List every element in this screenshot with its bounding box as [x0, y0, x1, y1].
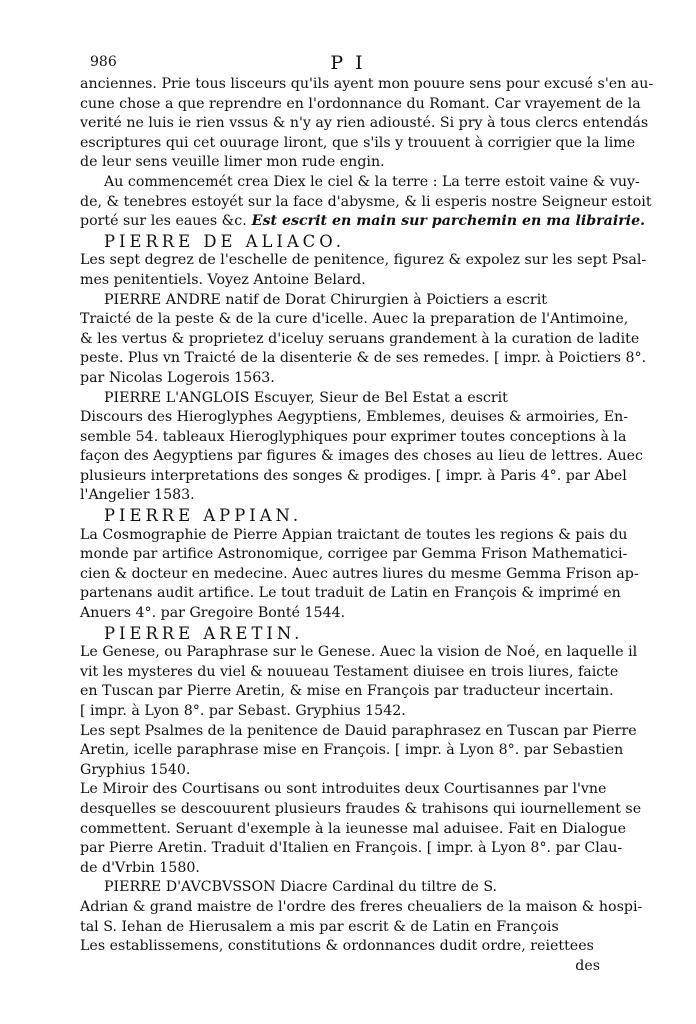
text-line: [80, 545, 628, 565]
text-line: [80, 702, 600, 722]
page-header: [90, 54, 606, 76]
text-body: [80, 75, 654, 976]
line-text: de, & tenebres estoyét sur la face d'abysme, & li esperis nostre Seigneur estoit: [80, 193, 652, 210]
text-line: [80, 467, 627, 487]
author-heading: [80, 232, 600, 252]
page-number: 986: [90, 54, 117, 70]
line-text: semble 54. tableaux Hieroglyphiques pour exprimer toutes conceptions à la: [80, 428, 627, 445]
text-line: [80, 271, 600, 291]
line-text: PIERRE ANDRE natif de Dorat Chirurgien à Poictiers a escrit: [104, 291, 547, 308]
text-line: [80, 447, 643, 467]
text-line: [80, 173, 640, 193]
line-text: monde par artifice Astronomique, corrigee par Gemma Frison Mathematici-: [80, 546, 628, 563]
line-text: commettent. Seruant d'exemple à la ieunesse mal aduisee. Fait en Dialogue: [80, 820, 627, 837]
text-line: [80, 918, 600, 938]
line-text: & les vertus & proprietez d'iceluy seruans grandement à la curation de ladite: [80, 330, 640, 347]
author-heading: [80, 506, 600, 526]
line-text: Le Miroir des Courtisans ou sont introduites deux Courtisannes par l'vne: [80, 781, 607, 798]
line-text: PIERRE APPIAN.: [104, 506, 303, 526]
text-line: [80, 722, 637, 742]
line-text: l'Angelier 1583.: [80, 487, 195, 504]
line-text: de d'Vrbin 1580.: [80, 859, 200, 876]
line-text: anciennes. Prie tous lisceurs qu'ils ayent mon pouure sens pour excusé s'en au-: [80, 76, 654, 92]
line-text: vit les mysteres du viel & nouueau Testament diuisee en trois liures, faicte: [80, 663, 619, 680]
text-line: [80, 584, 621, 604]
marginal-note: Est escrit en main sur parchemin en ma librairie.: [246, 213, 646, 230]
line-text: cien & docteur en medecine. Auec autres liures du mesme Gemma Frison ap-: [80, 565, 639, 582]
text-line: [80, 369, 600, 389]
line-text: Les sept degrez de l'eschelle de penitence, figurez & expolez sur les sept Psal-: [80, 252, 647, 269]
text-line: [80, 212, 646, 232]
line-text: Aretin, icelle paraphrase mise en François. [ impr. à Lyon 8°. par Sebastien: [80, 742, 624, 759]
line-text: Adrian & grand maistre de l'ordre des freres cheualiers de la maison & hospi-: [80, 898, 643, 915]
line-text: Les establissemens, constitutions & ordonnances dudit ordre, reiettees: [80, 938, 594, 955]
line-text: verité ne luis ie rien vssus & n'y ay rien adiousté. Si pry à tous clercs entendás: [80, 115, 649, 132]
line-text: façon des Aegyptiens par figures & images des choses au lieu de lettres. Auec: [80, 448, 643, 465]
text-line: [80, 937, 600, 957]
author-heading: [80, 624, 600, 644]
line-text: PIERRE DE ALIACO.: [104, 231, 345, 251]
line-text: en Tuscan par Pierre Aretin, & mise en François par traducteur incertain.: [80, 683, 614, 700]
text-line: [80, 604, 600, 624]
text-line: [80, 663, 619, 683]
line-text: PIERRE L'ANGLOIS Escuyer, Sieur de Bel Estat a escrit: [104, 389, 508, 406]
text-line: [80, 330, 640, 350]
line-text: PIERRE ARETIN.: [104, 623, 304, 643]
line-text: de leur sens veuille limer mon rude engin.: [80, 154, 385, 171]
text-line: [80, 95, 641, 115]
line-text: [ impr. à Lyon 8°. par Sebast. Gryphius 1542.: [80, 703, 406, 719]
line-text: Discours des Hieroglyphes Aegyptiens, Emblemes, deuises & armoiries, En-: [80, 409, 629, 426]
text-line: [80, 153, 600, 173]
line-text: Au commencemét crea Diex le ciel & la terre : La terre estoit vaine & vuy-: [104, 173, 640, 190]
text-line: [80, 408, 629, 428]
line-text: porté sur les eaues &c.: [80, 213, 247, 230]
line-text: Traicté de la peste & de la cure d'icelle. Auec la preparation de l'Antimoine,: [80, 311, 629, 328]
line-text: Gryphius 1540.: [80, 761, 191, 778]
text-line: [80, 75, 654, 95]
text-line: [80, 643, 638, 663]
line-text: Le Genese, ou Paraphrase sur le Genese. Auec la vision de Noé, en laquelle il: [80, 644, 638, 661]
text-line: [80, 526, 628, 546]
line-text: tal S. Iehan de Hierusalem a mis par escrit & de Latin en François: [80, 918, 559, 935]
text-line: [80, 349, 647, 369]
line-text: par Pierre Aretin. Traduit d'Italien en François. [ impr. à Lyon 8°. par Clau-: [80, 840, 623, 857]
text-line: [80, 859, 600, 879]
line-text: mes penitentiels. Voyez Antoine Belard.: [80, 271, 366, 288]
text-line: [80, 898, 643, 918]
text-line: [80, 741, 624, 761]
line-text: cune chose a que reprendre en l'ordonnance du Romant. Car vrayement de la: [80, 95, 641, 112]
text-line: [80, 682, 614, 702]
line-text: peste. Plus vn Traicté de la disenterie & de ses remedes. [ impr. à Poictiers 8°.: [80, 350, 647, 367]
line-text: La Cosmographie de Pierre Appian traictant de toutes les regions & pais du: [80, 526, 628, 543]
line-text: des: [575, 957, 600, 974]
text-line: [80, 428, 627, 448]
running-head: P I: [330, 52, 366, 74]
text-line: [80, 820, 627, 840]
line-text: Anuers 4°. par Gregoire Bonté 1544.: [80, 605, 346, 622]
text-line: [80, 193, 652, 213]
text-line: [80, 839, 623, 859]
text-line: [80, 291, 600, 311]
line-text: partenans audit artifice. Le tout traduit de Latin en François & imprimé en: [80, 585, 621, 602]
line-text: PIERRE D'AVCBVSSON Diacre Cardinal du tiltre de S.: [104, 879, 498, 896]
text-line: [80, 134, 636, 154]
line-text: desquelles se descouurent plusieurs fraudes & trahisons qui iournellement se: [80, 800, 642, 817]
text-line: [80, 251, 647, 271]
text-line: [80, 878, 600, 898]
text-line: [80, 761, 600, 781]
line-text: plusieurs interpretations des songes & prodiges. [ impr. à Paris 4°. par Abel: [80, 467, 627, 484]
text-line: [80, 800, 642, 820]
line-text: escriptures qui cet ouurage liront, que s'ils y trouuent à corrigier que la lime: [80, 134, 636, 151]
text-line: [80, 957, 600, 977]
line-text: par Nicolas Logerois 1563.: [80, 369, 275, 386]
text-line: [80, 310, 629, 330]
text-line: [80, 114, 649, 134]
line-text: Les sept Psalmes de la penitence de Dauid paraphrasez en Tuscan par Pierre: [80, 722, 637, 739]
text-line: [80, 389, 600, 409]
text-line: [80, 486, 600, 506]
text-line: [80, 780, 607, 800]
text-line: [80, 565, 639, 585]
